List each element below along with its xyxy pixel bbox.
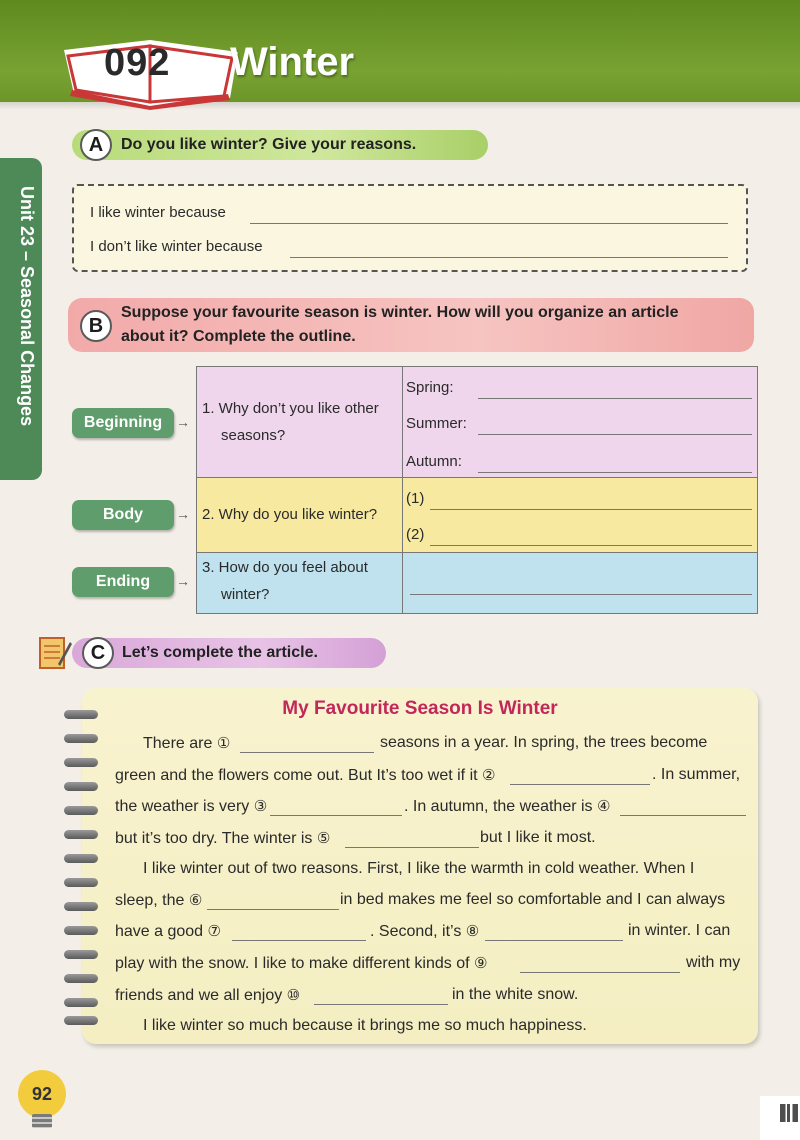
section-b-letter: B: [80, 310, 112, 342]
outline-answer-summer: Summer:: [406, 415, 467, 432]
binder-ring-icon: [64, 998, 98, 1007]
outline-label-body: Body: [72, 500, 174, 530]
outline-cell-a2: [402, 477, 758, 553]
arrow-right-icon: →: [176, 414, 190, 430]
article-blank-6[interactable]: [207, 909, 339, 910]
article-blank-2[interactable]: [510, 784, 650, 785]
article-line-9: [115, 986, 300, 1005]
article-line-6: [115, 891, 202, 910]
unit-side-tab-label: Unit 23 – Seasonal Changes: [17, 186, 37, 427]
text: play with the snow. I like to make different kinds of: [115, 955, 474, 972]
outline-blank-reason-2[interactable]: [430, 545, 752, 546]
article-line-3: [115, 797, 267, 816]
blank-number: ③: [253, 797, 268, 815]
text: . In autumn, the weather is: [404, 798, 597, 815]
outline-blank-feeling[interactable]: [410, 594, 752, 595]
page-number-badge: 92: [18, 1070, 66, 1118]
article-line-2-end: . In summer,: [652, 766, 741, 783]
article-blank-5[interactable]: [345, 847, 479, 848]
blank-number: ⑤: [316, 829, 331, 847]
article-line-1-end: seasons in a year. In spring, the trees become: [380, 734, 708, 751]
notepad-pencil-icon: [38, 634, 72, 670]
article-line-3-mid: [404, 797, 610, 816]
text: friends and we all enjoy: [115, 987, 287, 1004]
binder-ring-icon: [64, 782, 98, 791]
article-line-6-end: in bed makes me feel so comfortable and I can always: [340, 891, 726, 908]
article-line-1: [143, 734, 230, 753]
binder-ring-icon: [64, 734, 98, 743]
article-blank-9[interactable]: [520, 972, 680, 973]
section-a-letter: A: [80, 129, 112, 161]
section-a-blank-1[interactable]: [250, 223, 728, 224]
binder-ring-icon: [64, 902, 98, 911]
text: . Second, it’s: [370, 923, 466, 940]
article-line-5: I like winter out of two reasons. First, I like the warmth in cold weather. When I: [143, 860, 695, 877]
binder-ring-icon: [64, 830, 98, 839]
blank-number: ⑦: [207, 922, 221, 940]
blank-number: ⑩: [286, 986, 301, 1004]
binder-ring-icon: [64, 926, 98, 935]
section-b-instruction-line-2: about it? Complete the outline.: [121, 328, 356, 345]
outline-blank-autumn[interactable]: [478, 472, 752, 473]
blank-number: ⑥: [188, 891, 203, 909]
section-a-line-1: I like winter because: [90, 204, 226, 221]
section-a-blank-2[interactable]: [290, 257, 728, 258]
article-line-7-mid: [370, 922, 479, 941]
unit-number: 092: [104, 42, 171, 84]
outline-blank-reason-1[interactable]: [430, 509, 752, 510]
article-title: My Favourite Season Is Winter: [282, 698, 558, 719]
section-c-letter: C: [82, 637, 114, 669]
article-blank-7[interactable]: [232, 940, 366, 941]
article-line-7-end: in winter. I can: [628, 922, 731, 939]
blank-number: ⑨: [474, 954, 488, 972]
text: sleep, the: [115, 892, 189, 909]
outline-answer-reason-2: (2): [406, 526, 425, 543]
text: green and the flowers come out. But It’s too wet if it: [115, 767, 483, 784]
outline-answer-reason-1: (1): [406, 490, 425, 507]
text: the weather is very: [115, 798, 254, 815]
blank-number: ①: [216, 734, 231, 752]
outline-label-beginning: Beginning: [72, 408, 174, 438]
arrow-right-icon: →: [176, 573, 190, 589]
section-a-instruction: Do you like winter? Give your reasons.: [121, 136, 417, 153]
article-line-4-end: but I like it most.: [480, 829, 596, 846]
binder-ring-icon: [64, 758, 98, 767]
blank-number: ④: [597, 797, 611, 815]
outline-question-1-cont: seasons?: [221, 427, 286, 444]
binder-ring-icon: [64, 878, 98, 887]
article-line-8-end: with my: [686, 954, 741, 971]
text: but it’s too dry. The winter is: [115, 830, 317, 847]
binder-ring-icon: [64, 1016, 98, 1025]
binder-ring-icon: [64, 854, 98, 863]
outline-blank-summer[interactable]: [478, 434, 752, 435]
lightbulb-base-icon: [32, 1114, 52, 1128]
section-a-answer-box: [72, 184, 748, 272]
article-blank-3[interactable]: [270, 815, 402, 816]
outline-question-3-cont: winter?: [221, 586, 270, 603]
outline-answer-spring: Spring:: [406, 379, 454, 396]
binder-ring-icon: [64, 950, 98, 959]
article-line-9-end: in the white snow.: [452, 986, 579, 1003]
text: have a good: [115, 923, 208, 940]
outline-cell-a3: [402, 552, 758, 614]
outline-answer-autumn: Autumn:: [406, 453, 462, 470]
outline-cell-q1: [196, 366, 403, 478]
article-line-7: [115, 922, 221, 941]
article-line-10: I like winter so much because it brings me so much happiness.: [143, 1017, 587, 1034]
article-line-2: [115, 766, 495, 785]
outline-question-3: 3. How do you feel about: [202, 559, 368, 576]
article-line-8: [115, 954, 487, 973]
article-line-4: [115, 829, 330, 848]
binder-ring-icon: [64, 806, 98, 815]
binder-rings: [64, 700, 100, 1030]
text: There are: [143, 735, 217, 752]
outline-question-2: 2. Why do you like winter?: [202, 506, 378, 523]
section-a-line-2: I don’t like winter because: [90, 238, 263, 255]
outline-label-ending: Ending: [72, 567, 174, 597]
binder-ring-icon: [64, 974, 98, 983]
outline-blank-spring[interactable]: [478, 398, 752, 399]
outline-question-1: 1. Why don’t you like other: [202, 400, 379, 417]
blank-number: ⑧: [465, 922, 480, 940]
article-blank-8[interactable]: [485, 940, 623, 941]
section-b-instruction-line-1: Suppose your favourite season is winter. How will you organize an article: [121, 304, 679, 321]
article-blank-4[interactable]: [620, 815, 746, 816]
article-blank-10[interactable]: [314, 1004, 448, 1005]
page-title: Winter: [230, 40, 355, 84]
qr-code-icon: [780, 1104, 798, 1122]
blank-number: ②: [482, 766, 496, 784]
article-blank-1[interactable]: [240, 752, 374, 753]
arrow-right-icon: →: [176, 506, 190, 522]
section-c-instruction: Let’s complete the article.: [122, 644, 318, 661]
